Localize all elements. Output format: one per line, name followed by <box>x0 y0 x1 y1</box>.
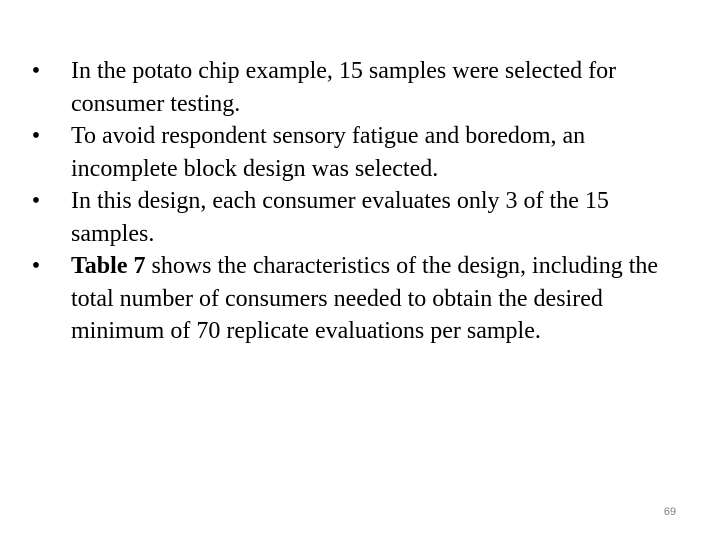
bullet-marker: • <box>31 188 41 214</box>
bullet-list <box>26 55 686 348</box>
bullet-marker: • <box>31 123 41 149</box>
bullet-marker: • <box>31 253 41 279</box>
bullet-item-2 <box>26 120 686 185</box>
bullet-marker: • <box>31 58 41 84</box>
table-reference: Table 7 <box>71 253 146 279</box>
bullet-item-1 <box>26 55 686 120</box>
bullet-text: shows the characteristics of the design, including the total number of consumers needed to obtain the desired minimum of 70 replicate evaluations per sample. <box>71 253 659 344</box>
bullet-item-4 <box>26 250 686 348</box>
page-number: 69 <box>663 506 677 518</box>
bullet-text: To avoid respondent sensory fatigue and boredom, an incomplete block design was selected. <box>71 123 586 182</box>
bullet-text: In the potato chip example, 15 samples were selected for consumer testing. <box>71 58 617 117</box>
bullet-item-3 <box>26 185 686 250</box>
bullet-text: In this design, each consumer evaluates only 3 of the 15 samples. <box>71 188 609 247</box>
